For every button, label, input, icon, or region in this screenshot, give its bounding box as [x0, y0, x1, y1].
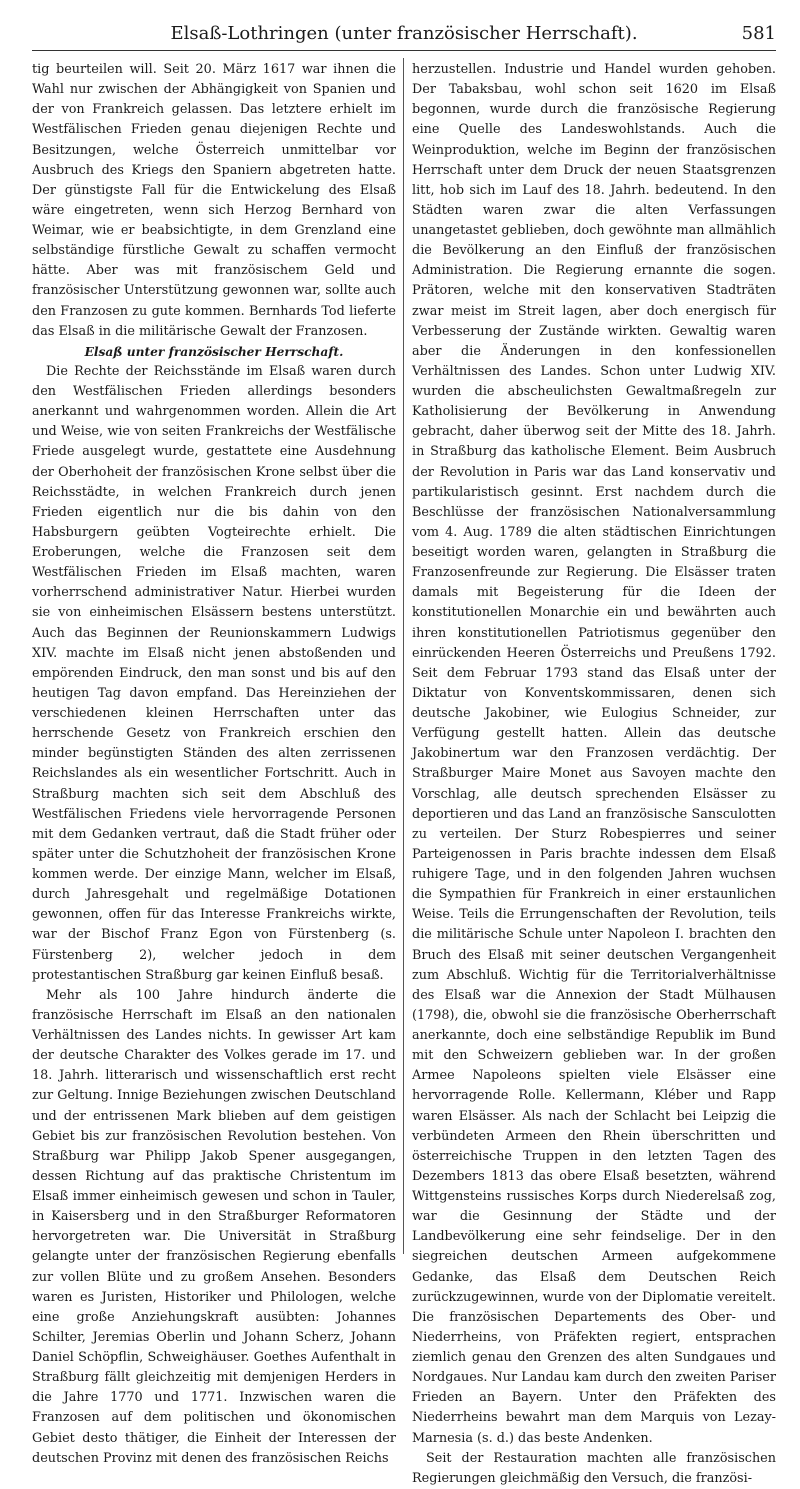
paragraph: tig beurteilen will. Seit 20. März 1617 war ihnen die Wahl nur zwischen der Abhängigkeit von Spanien und der von Frankreich gelassen. Das letztere erhielt im Westfälischen Frieden genau diejenigen Rechte und Besitzungen, welche Österreich unmittelbar vor Ausbruch des Kriegs den Spaniern abgetreten hatte. Der günstigste Fall für die Entwickelung des Elsaß wäre eingetreten, wenn sich Herzog Bernhard von Weimar, wie er beabsichtigte, in dem Grenzland eine selbständige fürstliche Gewalt zu schaffen vermocht hätte. Aber was mit französischem Geld und französischer Unterstützung gewonnen war, sollte auch den Franzosen zu gute kommen. Bernhards Tod lieferte das Elsaß in die militärische Gewalt der Franzosen.	[32, 62, 396, 339]
page-header	[32, 22, 776, 50]
paragraph: Mehr als 100 Jahre hindurch änderte die französische Herrschaft im Elsaß an den nationalen Verhältnissen des Landes nichts. In gewisser Art kam der deutsche Charakter des Volkes gerade im 17. und 18. Jahrh. litterarisch und wissenschaftlich erst recht zur Geltung. Innige Beziehungen zwischen Deutschland und der entrissenen Mark blieben auf dem geistigen Gebiet bis zur französischen Revolution bestehen. Von Straßburg war Philipp Jakob Spener ausgegangen, dessen Richtung auf das praktische Christentum im Elsaß immer einheimisch gewesen und schon in Tauler, in Kaisersberg und in den Straßburger Reformatoren hervorgetreten war. Die Universität in Straßburg gelangte unter der französischen Regierung ebenfalls zur vollen Blüte und zu großem Ansehen. Besonders waren es Juristen, Historiker und Philologen, welche eine große Anziehungskraft ausübten: Johannes Schilter, Jeremias Oberlin und Johann Scherz, Johann Daniel Schöpflin, Schweighäuser. Goethes Aufenthalt in Straßburg fällt gleichzeitig mit demjenigen Herders in die Jahre 1770 und 1771. Inzwischen waren die Franzosen auf dem politischen und ökonomischen Gebiet desto thätiger, die Einheit der Interessen der deutschen Provinz mit denen des französischen Reichs	[32, 987, 396, 1466]
paragraph: Die Rechte der Reichsstände im Elsaß waren durch den Westfälischen Frieden allerdings besonders anerkannt und wahrgenommen worden. Allein die Art und Weise, wie von seiten Frankreichs der Westfälische Friede ausgelegt wurde, gestattete eine Ausdehnung der Oberhoheit der französischen Krone selbst über die Reichsstädte, in welchen Frankreich durch jenen Frieden eigentlich nur die bis dahin von den Habsburgern geübten Vogteirechte erhielt. Die Eroberungen, welche die Franzosen seit dem Westfälischen Frieden im Elsaß machten, waren vorherrschend administrativer Natur. Hierbei wurden sie von einheimischen Elsässern bestens unterstützt. Auch das Beginnen der Reunionskammern Ludwigs XIV. machte im Elsaß nicht jenen abstoßenden und empörenden Eindruck, den man sonst und bis auf den heutigen Tag davon empfand. Das Hereinziehen der verschiedenen kleinen Herrschaften unter das herrschende Gesetz von Frankreich erschien den minder begünstigten Ständen des alten zerrissenen Reichslandes als ein wesentlicher Fortschritt. Auch in Straßburg machten sich seit dem Abschluß des Westfälischen Friedens viele hervorragende Personen mit dem Gedanken vertraut, daß die Stadt früher oder später unter die Schutzhoheit der französischen Krone kommen werde. Der einzige Mann, welcher im Elsaß, durch Jahresgehalt und regelmäßige Dotationen gewonnen, offen für das Interesse Frankreichs wirkte, war der Bischof Franz Egon von Fürstenberg (s. Fürstenberg 2), welcher jedoch in dem protestantischen Straßburg gar keinen Einfluß besaß.	[32, 363, 396, 983]
paragraph: Seit der Restauration machten alle französischen Regierungen gleichmäßig den Versuch, die französi-	[412, 1450, 776, 1486]
left-column	[32, 60, 396, 1469]
section-heading: Elsaß unter französischer Herrschaft.	[84, 344, 344, 359]
running-title: Elsaß-Lothringen (unter französischer Herrschaft).	[170, 23, 638, 44]
page-number: 581	[741, 23, 776, 44]
column-divider	[403, 58, 404, 1254]
paragraph: herzustellen. Industrie und Handel wurden gehoben. Der Tabaksbau, wohl schon seit 1620 im Elsaß begonnen, wurde durch die französische Regierung eine Quelle des Landeswohlstands. Auch die Weinproduktion, welche im Beginn der französischen Herrschaft unter dem Druck der neuen Staatsgrenzen litt, hob sich im Lauf des 18. Jahrh. bedeutend. In den Städten waren zwar die alten Verfassungen unangetastet geblieben, doch gewöhnte man allmählich die Bevölkerung an den Einfluß der französischen Administration. Die Regierung ernannte die sogen. Prätoren, welche mit den konservativen Stadträten zwar meist im Streit lagen, aber doch energisch für Verbesserung der Zustände wirkten. Gewaltig waren aber die Änderungen in den konfessionellen Verhältnissen des Landes. Schon unter Ludwig XIV. wurden die abscheulichsten Gewaltmaßregeln zur Katholisierung der Bevölkerung in Anwendung gebracht, daher überwog seit der Mitte des 18. Jahrh. in Straßburg das katholische Element. Beim Ausbruch der Revolution in Paris war das Land konservativ und partikularistisch gesinnt. Erst nachdem durch die Beschlüsse der französischen Nationalversammlung vom 4. Aug. 1789 die alten städtischen Einrichtungen beseitigt worden waren, gelangten in Straßburg die Franzosenfreunde zur Regierung. Die Elsässer traten damals mit Begeisterung für die Ideen der konstitutionellen Monarchie ein und bewährten auch ihren konstitutionellen Patriotismus gegenüber den einrückenden Heeren Österreichs und Preußens 1792. Seit dem Februar 1793 stand das Elsaß unter der Diktatur von Konventskommissaren, denen sich deutsche Jakobiner, wie Eulogius Schneider, zur Verfügung gestellt hatten. Allein das deutsche Jakobinertum war den Franzosen verdächtig. Der Straßburger Maire Monet aus Savoyen machte den Vorschlag, alle deutsch sprechenden Elsässer zu deportieren und das Land an französische Sansculotten zu verteilen. Der Sturz Robespierres und seiner Parteigenossen in Paris brachte indessen dem Elsaß ruhigere Tage, und in den folgenden Jahren wuchsen die Sympathien für Frankreich in einer erstaunlichen Weise. Teils die Errungenschaften der Revolution, teils die militärische Schule unter Napoleon I. brachten den Bruch des Elsaß mit seiner deutschen Vergangenheit zum Abschluß. Wichtig für die Territorialverhältnisse des Elsaß war die Annexion der Stadt Mülhausen (1798), die, obwohl sie die französische Oberherrschaft anerkannte, doch eine selbständige Republik im Bund mit den Schweizern geblieben war. In der großen Armee Napoleons spielten viele Elsässer eine hervorragende Rolle. Kellermann, Kléber und Rapp waren Elsässer. Als nach der Schlacht bei Leipzig die verbündeten Armeen den Rhein überschritten und österreichische Truppen in den letzten Tagen des Dezembers 1813 das obere Elsaß besetzten, während Wittgensteins russisches Korps durch Niederelsaß zog, war die Gesinnung der Städte und der Landbevölkerung eine sehr feindselige. Der in den siegreichen deutschen Armeen aufgekommene Gedanke, das Elsaß dem Deutschen Reich zurückzugewinnen, wurde von der Diplomatie vereitelt. Die französischen Departements des Ober- und Niederrheins, von Präfekten regiert, entsprachen ziemlich genau den Grenzen des alten Sundgaues und Nordgaues. Nur Landau kam durch den zweiten Pariser Frieden an Bayern. Unter den Präfekten des Niederrheins bewahrt man dem Marquis von Lezay-Marnesia (s. d.) das beste Andenken.	[412, 62, 776, 1446]
header-rule	[32, 50, 776, 51]
